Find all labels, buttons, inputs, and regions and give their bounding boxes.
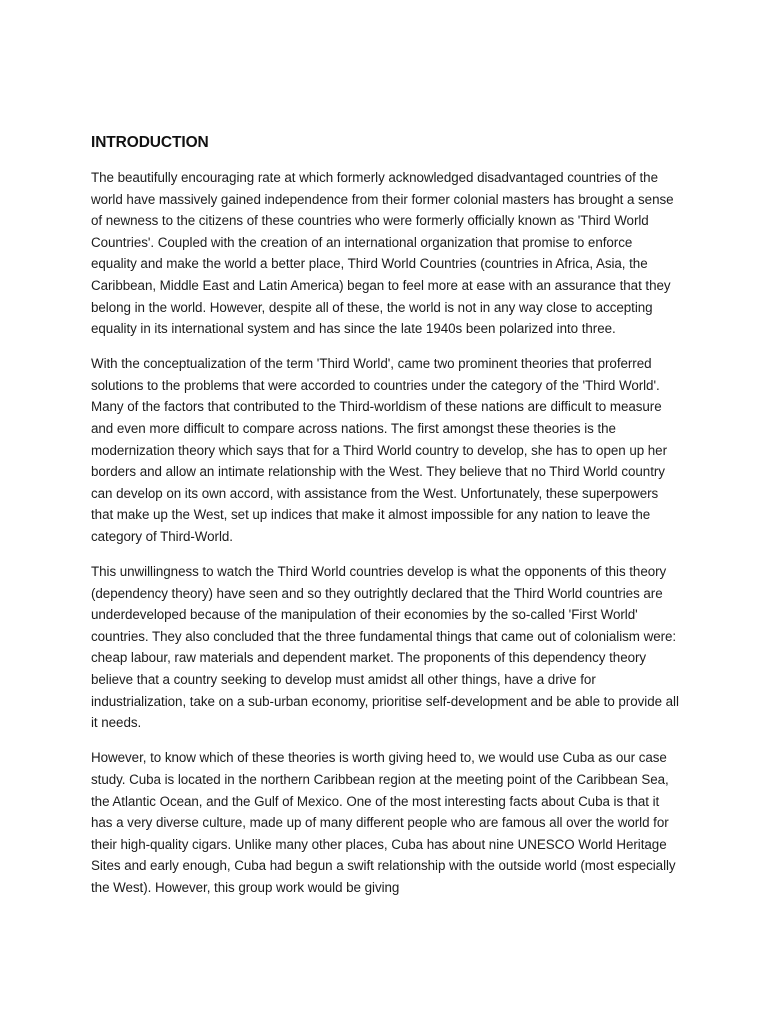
paragraph-4: However, to know which of these theories is worth giving heed to, we would use Cuba as our case study. Cuba is located in the northern Caribbean region at the meeting point of the Caribbean Sea, the Atlantic Ocean, and the Gulf of Mexico. One of the most interesting facts about Cuba is that it has a very diverse culture, made up of many different people who are famous all over the world for their high-quality cigars. Unlike many other places, Cuba has about nine UNESCO World Heritage Sites and early enough, Cuba had begun a swift relationship with the outside world (most especially the West). However, this group work would be giving [91, 750, 676, 895]
paragraph-3: This unwillingness to watch the Third World countries develop is what the opponents of this theory (dependency theory) have seen and so they outrightly declared that the Third World countries are underdeveloped because of the manipulation of their economies by the so-called 'First World' countries. They also concluded that the three fundamental things that came out of colonialism were: cheap labour, raw materials and dependent market. The proponents of this dependency theory believe that a country seeking to develop must amidst all other things, have a drive for industrialization, take on a sub-urban economy, prioritise self-development and be able to provide all it needs. [91, 564, 679, 731]
document-body [91, 132, 681, 912]
section-heading: INTRODUCTION [91, 134, 209, 151]
paragraph-2: With the conceptualization of the term 'Third World', came two prominent theories that proferred solutions to the problems that were accorded to countries under the category of the 'Third World'. Many of the factors that contributed to the Third-worldism of these nations are difficult to measure and even more difficult to compare across nations. The first amongst these theories is the modernization theory which says that for a Third World country to develop, she has to open up her borders and allow an intimate relationship with the West. They believe that no Third World country can develop on its own accord, with assistance from the West. Unfortunately, these superpowers that make up the West, set up indices that make it almost impossible for any nation to leave the category of Third-World. [91, 356, 667, 544]
paragraph-1: The beautifully encouraging rate at which formerly acknowledged disadvantaged countries of the world have massively gained independence from their former colonial masters has brought a sense of newness to the citizens of these countries who were formerly officially known as 'Third World Countries'. Coupled with the creation of an international organization that promise to enforce equality and make the world a better place, Third World Countries (countries in Africa, Asia, the Caribbean, Middle East and Latin America) began to feel more at ease with an assurance that they belong in the world. However, despite all of these, the world is not in any way close to accepting equality in its international system and has since the late 1940s been polarized into three. [91, 170, 674, 337]
